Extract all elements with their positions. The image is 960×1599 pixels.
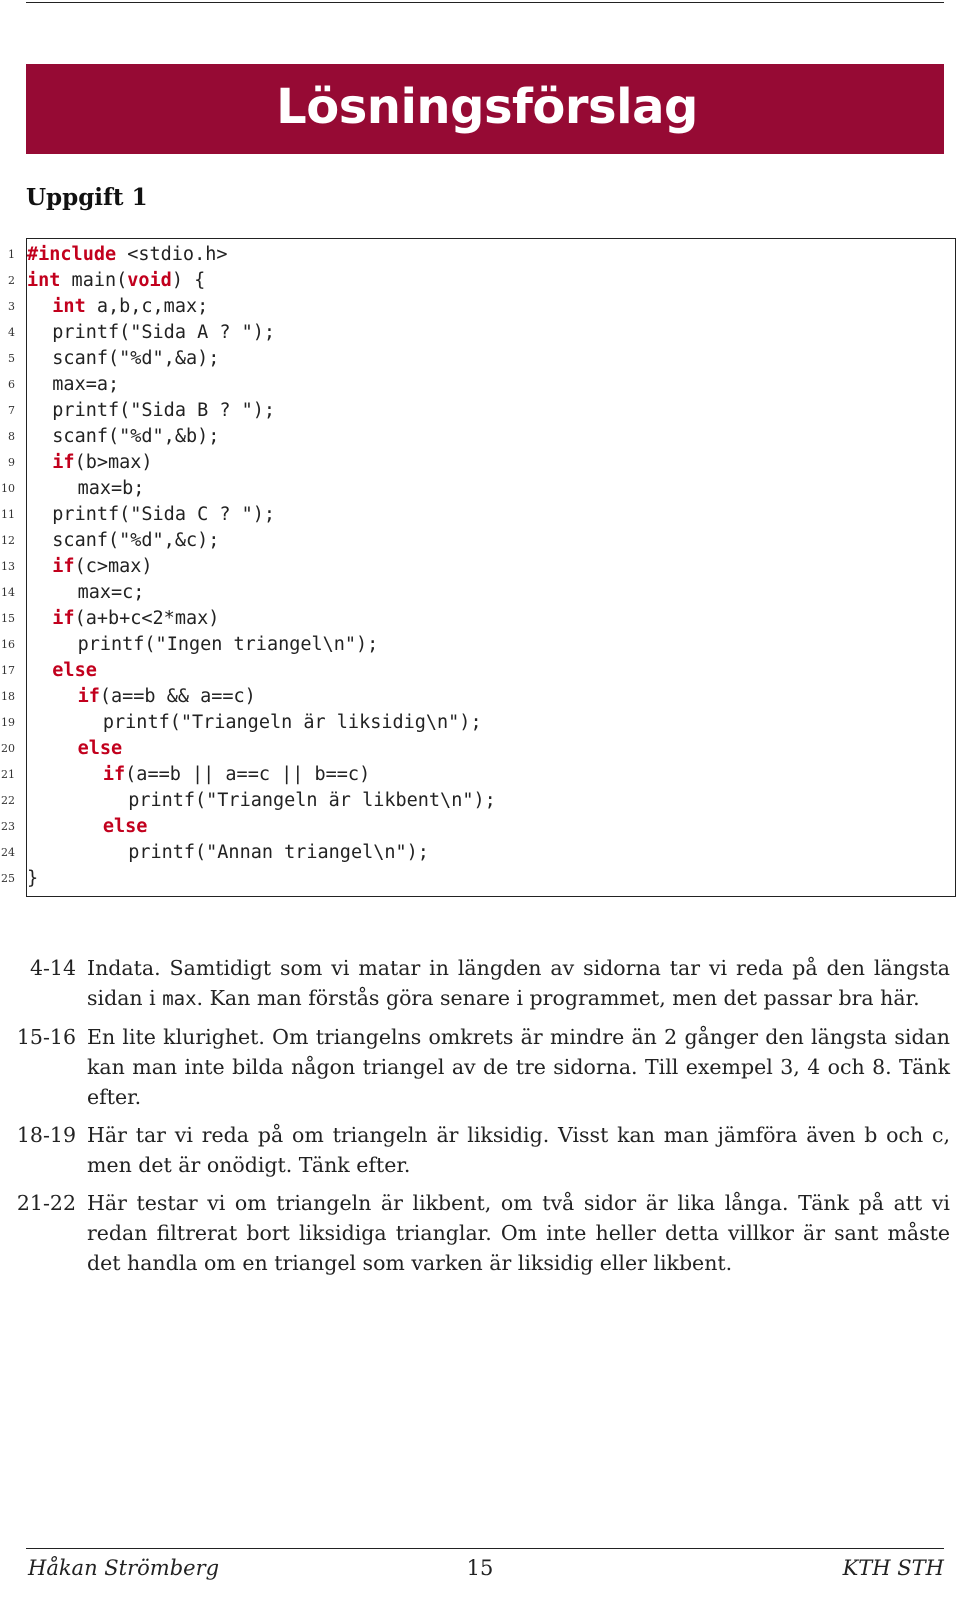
line-number: 5 — [8, 352, 15, 365]
code-line — [0, 762, 960, 788]
line-number: 10 — [1, 482, 15, 495]
note-text — [87, 953, 950, 1014]
code-line — [0, 684, 960, 710]
footer-institution: KTH STH — [842, 1556, 944, 1580]
code-token: max=a; — [52, 374, 120, 395]
code-text — [52, 554, 152, 580]
section-heading: Uppgift 1 — [26, 184, 148, 211]
code-token: (c>max) — [74, 556, 153, 577]
note-text-run: En lite klurighet. Om triangelns omkrets är mindre än 2 gånger den längsta sidan kan man inte bilda någon triangel av de tre sidorna. Till exempel 3, 4 och 8. Tänk efter. — [87, 1025, 950, 1109]
code-line — [0, 242, 960, 268]
note-text — [87, 1188, 950, 1278]
code-line — [0, 866, 960, 892]
code-token: ) { — [171, 270, 206, 291]
code-text — [78, 684, 256, 710]
code-line — [0, 424, 960, 450]
line-number: 18 — [1, 690, 15, 703]
line-number: 24 — [1, 846, 15, 859]
note-text-run: . Kan man förstås göra senare i programmet, men det passar bra här. — [196, 986, 920, 1010]
code-token: printf("Sida B ? "); — [52, 400, 276, 421]
code-token: printf("Sida A ? "); — [52, 322, 276, 343]
code-keyword: else — [52, 660, 97, 681]
line-number: 17 — [1, 664, 15, 677]
line-number: 20 — [1, 742, 15, 755]
note-text-run: Här tar vi reda på om triangeln är liksidig. Visst kan man jämföra även b och c, men det är onödigt. Tänk efter. — [87, 1123, 950, 1177]
code-token: printf("Triangeln är liksidig\n"); — [102, 712, 482, 733]
code-text — [52, 346, 219, 372]
code-token: (b>max) — [74, 452, 153, 473]
note-item — [14, 953, 950, 1014]
code-token: printf("Ingen triangel\n"); — [77, 634, 379, 655]
title-banner — [26, 64, 944, 154]
line-number: 12 — [1, 534, 15, 547]
code-line — [0, 606, 960, 632]
code-listing — [0, 242, 960, 892]
code-token: (a==b && a==c) — [99, 686, 256, 707]
line-number: 11 — [1, 508, 15, 521]
note-text-run: Här testar vi om triangeln är likbent, om två sidor är lika långa. Tänk på att vi redan filtrerat bort liksidiga trianglar. Om inte heller detta villkor är sant måste det handla om en triangel som varken är liksidig eller likbent. — [87, 1191, 950, 1275]
code-token: printf("Sida C ? "); — [52, 504, 276, 525]
code-keyword: if — [102, 764, 126, 785]
code-text — [52, 372, 119, 398]
code-text — [103, 710, 482, 736]
code-text — [78, 580, 145, 606]
code-line — [0, 320, 960, 346]
note-line-range: 15-16 — [16, 1025, 76, 1049]
code-keyword: if — [77, 686, 100, 707]
code-token: (a==b || a==c || b==c) — [125, 764, 371, 785]
code-line — [0, 554, 960, 580]
line-number: 2 — [8, 274, 15, 287]
code-line — [0, 450, 960, 476]
code-keyword: void — [127, 270, 172, 291]
code-keyword: if — [52, 608, 75, 629]
line-number: 21 — [1, 768, 15, 781]
code-text — [103, 814, 148, 840]
note-line-range: 21-22 — [16, 1191, 76, 1215]
line-number: 1 — [8, 248, 15, 261]
line-number: 8 — [8, 430, 15, 443]
code-text — [52, 606, 219, 632]
code-line — [0, 502, 960, 528]
line-number: 23 — [1, 820, 15, 833]
note-text — [87, 1120, 950, 1180]
code-text — [78, 476, 145, 502]
code-line — [0, 346, 960, 372]
code-text — [52, 528, 219, 554]
code-token: printf("Triangeln är likbent\n"); — [128, 790, 496, 811]
code-token: max=b; — [77, 478, 145, 499]
code-line — [0, 788, 960, 814]
line-number: 25 — [1, 872, 15, 885]
line-number: 16 — [1, 638, 15, 651]
code-keyword: else — [77, 738, 123, 759]
code-text — [52, 320, 275, 346]
code-keyword: if — [52, 452, 75, 473]
code-token: scanf("%d",&b); — [52, 426, 220, 447]
code-text — [128, 840, 429, 866]
code-line — [0, 398, 960, 424]
note-text-run: Indata. Samtidigt som vi matar in längden av sidorna tar vi reda på den längsta sidan i — [87, 956, 950, 1010]
code-text — [103, 762, 370, 788]
code-line — [0, 294, 960, 320]
code-text — [78, 736, 123, 762]
footer-page-number: 15 — [466, 1556, 494, 1580]
top-rule — [26, 2, 944, 3]
line-number: 14 — [1, 586, 15, 599]
line-number: 13 — [1, 560, 15, 573]
note-text — [87, 1022, 950, 1112]
inline-code: max — [162, 988, 197, 1010]
code-text — [27, 866, 38, 892]
code-line — [0, 840, 960, 866]
line-number: 3 — [8, 300, 15, 313]
code-text — [27, 268, 205, 294]
note-item — [14, 1188, 950, 1278]
code-text — [52, 424, 219, 450]
note-item — [14, 1120, 950, 1180]
note-line-range: 18-19 — [16, 1123, 76, 1147]
code-line — [0, 528, 960, 554]
code-token: } — [27, 868, 39, 889]
page-title: Lösningsförslag — [276, 79, 698, 135]
code-line — [0, 372, 960, 398]
code-line — [0, 814, 960, 840]
line-number: 15 — [1, 612, 15, 625]
line-number: 4 — [8, 326, 15, 339]
code-text — [27, 242, 228, 268]
explanation-notes — [14, 953, 950, 1286]
code-line — [0, 710, 960, 736]
line-number: 22 — [1, 794, 15, 807]
code-text — [78, 632, 379, 658]
code-text — [52, 450, 152, 476]
code-text — [52, 398, 275, 424]
code-keyword: else — [102, 816, 148, 837]
code-token: a,b,c,max; — [85, 296, 209, 317]
code-line — [0, 580, 960, 606]
note-item — [14, 1022, 950, 1112]
line-number: 19 — [1, 716, 15, 729]
footer-author: Håkan Strömberg — [28, 1556, 220, 1580]
code-token: main( — [60, 270, 128, 291]
line-number: 7 — [8, 404, 15, 417]
note-line-range: 4-14 — [29, 956, 76, 980]
code-text — [52, 502, 275, 528]
code-token: scanf("%d",&a); — [52, 348, 220, 369]
code-text — [52, 658, 97, 684]
code-keyword: if — [52, 556, 75, 577]
code-line — [0, 476, 960, 502]
code-token: scanf("%d",&c); — [52, 530, 220, 551]
code-keyword: #include — [27, 244, 117, 265]
line-number: 6 — [8, 378, 15, 391]
code-line — [0, 736, 960, 762]
code-line — [0, 658, 960, 684]
line-number: 9 — [8, 456, 15, 469]
code-token: max=c; — [77, 582, 145, 603]
code-line — [0, 268, 960, 294]
code-text — [128, 788, 496, 814]
code-token: (a+b+c<2*max) — [74, 608, 220, 629]
code-token: <stdio.h> — [116, 244, 228, 265]
code-keyword: int — [52, 296, 86, 317]
code-keyword: int — [27, 270, 61, 291]
footer-rule — [26, 1548, 944, 1549]
code-token: printf("Annan triangel\n"); — [128, 842, 429, 863]
code-text — [52, 294, 208, 320]
code-line — [0, 632, 960, 658]
